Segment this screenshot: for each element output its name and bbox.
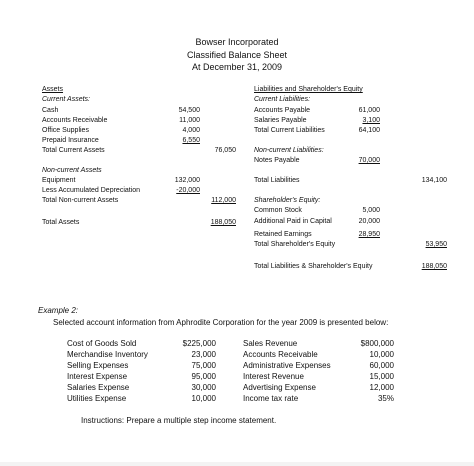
asset-value: 4,000 (182, 127, 200, 134)
example-left-label: Selling Expenses (67, 361, 129, 370)
total-current-liabilities-value: 64,100 (358, 127, 380, 134)
example-right-value: 60,000 (369, 361, 394, 370)
example-left-label: Cost of Goods Sold (67, 339, 137, 348)
example-left-value: 30,000 (191, 383, 216, 392)
total-current-assets-value: 76,050 (214, 147, 236, 154)
total-le-value: 188,050 (421, 263, 447, 270)
example-left-value: 95,000 (191, 372, 216, 381)
accounts-payable-value: 61,000 (358, 107, 380, 114)
salaries-payable-value: 3,100 (362, 117, 380, 124)
example-right-value: 35% (377, 394, 394, 403)
example-intro: Selected account information from Aphrodite Corporation for the year 2009 is presented below: (53, 318, 389, 327)
salaries-payable-label: Salaries Payable (254, 117, 307, 124)
apic-label: Additional Paid in Capital (254, 218, 332, 225)
example-right-value: 15,000 (369, 372, 394, 381)
assets-heading: Assets (42, 86, 64, 93)
accounts-payable-label: Accounts Payable (254, 107, 311, 114)
asset-label: Prepaid Insurance (42, 137, 99, 144)
company-name: Bowser Incorporated (195, 37, 279, 47)
total-assets-value: 188,050 (210, 219, 236, 226)
common-stock-value: 5,000 (362, 207, 380, 214)
equipment-label: Equipment (42, 177, 76, 184)
example-left-label: Interest Expense (67, 372, 128, 381)
example-right-value: $800,000 (360, 339, 394, 348)
example-left-label: Merchandise Inventory (67, 350, 148, 359)
example-left-value: 75,000 (191, 361, 216, 370)
example-right-label: Sales Revenue (243, 339, 298, 348)
apic-value: 20,000 (358, 218, 380, 225)
example-left-label: Utilities Expense (67, 394, 127, 403)
example-right-label: Income tax rate (243, 394, 299, 403)
example-right-label: Advertising Expense (243, 383, 316, 392)
statement-date: At December 31, 2009 (191, 62, 283, 72)
equipment-value: 132,000 (174, 177, 200, 184)
noncurrent-assets-heading: Non-current Assets (42, 167, 102, 174)
asset-value: 11,000 (179, 117, 200, 124)
example-right-label: Administrative Expenses (243, 361, 331, 370)
common-stock-label: Common Stock (254, 207, 302, 214)
example-left-value: 10,000 (191, 394, 216, 403)
example-left-value: $225,000 (182, 339, 216, 348)
liabilities-heading: Liabilities and Shareholder's Equity (254, 86, 363, 93)
asset-label: Accounts Receivable (42, 117, 108, 124)
current-liabilities-heading: Current Liabilities: (254, 96, 311, 103)
retained-earnings-value: 28,950 (358, 231, 380, 238)
noncurrent-liabilities-heading: Non-current Liabilities: (254, 147, 324, 154)
retained-earnings-label: Retained Earnings (254, 231, 312, 238)
total-liabilities-label: Total Liabilities (254, 177, 300, 184)
accum-dep-value: -20,000 (176, 187, 200, 194)
total-equity-value: 53,950 (425, 241, 447, 248)
statement-title: Classified Balance Sheet (186, 50, 288, 60)
notes-payable-label: Notes Payable (254, 157, 300, 164)
example-right-value: 12,000 (369, 383, 394, 392)
total-assets-label: Total Assets (42, 219, 80, 226)
instructions: Instructions: Prepare a multiple step income statement. (81, 416, 277, 425)
asset-value: 6,550 (182, 137, 200, 144)
accum-dep-label: Less Accumulated Depreciation (42, 187, 141, 194)
example-left-label: Salaries Expense (67, 383, 130, 392)
asset-label: Office Supplies (42, 127, 89, 134)
notes-payable-value: 70,000 (358, 157, 380, 164)
example-right-label: Accounts Receivable (243, 350, 318, 359)
total-noncurrent-assets-value: 112,000 (211, 197, 236, 204)
total-le-label: Total Liabilities & Shareholder's Equity (254, 263, 373, 270)
current-assets-heading: Current Assets: (42, 96, 90, 103)
total-current-assets-label: Total Current Assets (42, 147, 105, 154)
example-right-label: Interest Revenue (243, 372, 304, 381)
total-current-liabilities-label: Total Current Liabilities (254, 127, 325, 134)
total-liabilities-value: 134,100 (421, 177, 447, 184)
example-heading: Example 2: (38, 306, 79, 315)
total-equity-label: Total Shareholder's Equity (254, 241, 336, 248)
total-noncurrent-assets-label: Total Non-current Assets (42, 197, 119, 204)
asset-value: 54,500 (178, 107, 200, 114)
equity-heading: Shareholder's Equity: (254, 197, 321, 204)
page-bottom-edge (0, 462, 474, 466)
asset-label: Cash (42, 107, 59, 114)
example-left-value: 23,000 (191, 350, 216, 359)
example-right-value: 10,000 (369, 350, 394, 359)
